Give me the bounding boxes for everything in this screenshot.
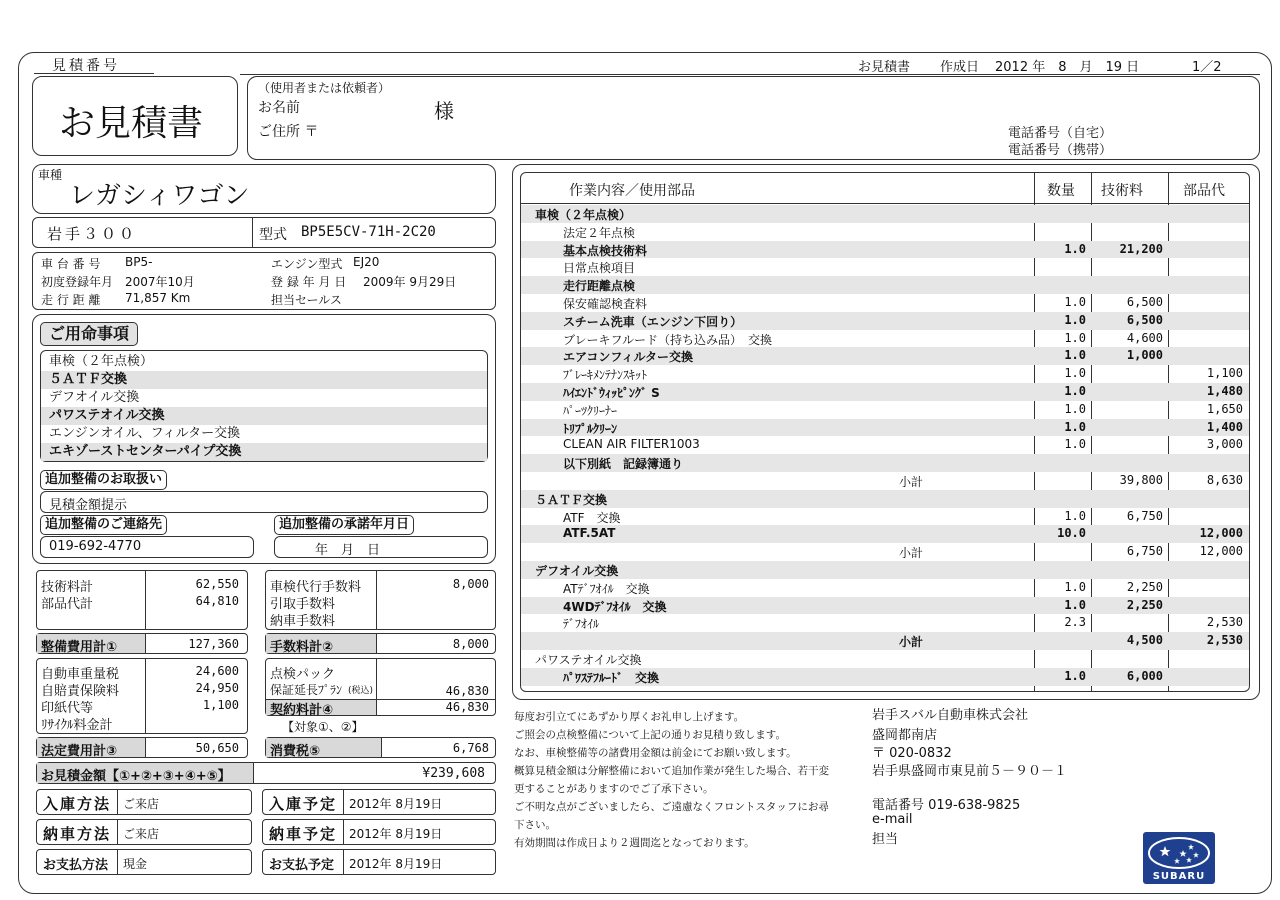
- row-tech: 6,500: [1126, 295, 1163, 309]
- customer-name-suffix: 様: [434, 99, 454, 123]
- pack-divider: [376, 659, 377, 699]
- contact-value: 019-692-4770: [49, 539, 142, 554]
- reg-value: 2009年 9月29日: [363, 275, 457, 289]
- subaru-logo-text: SUBARU: [1152, 871, 1206, 882]
- header-page-number: 1／2: [1192, 60, 1222, 75]
- request-item: ５ＡＴＦ交換: [41, 371, 487, 389]
- table-row: [521, 614, 1249, 632]
- first-reg-label: 初度登録年月: [41, 275, 114, 289]
- warranty-label: 保証延長ﾌﾟﾗﾝ: [270, 683, 343, 697]
- table-row: [521, 330, 1249, 348]
- parts-total-label: 部品代計: [41, 597, 94, 612]
- row-parts: 3,000: [1206, 437, 1243, 452]
- row-item-text: 小計: [899, 475, 924, 489]
- estimate-number-label-box: [34, 55, 154, 74]
- row-tech: 6,750: [1126, 508, 1163, 523]
- row-tech: 6,750: [1126, 544, 1163, 559]
- row-item-text: 小計: [899, 635, 924, 650]
- row-tech: 1,000: [1126, 348, 1163, 363]
- row-item-text: パワステオイル交換: [535, 653, 642, 667]
- row-qty: 1.0: [1064, 597, 1086, 612]
- out-method-label: 納車方法: [43, 825, 112, 843]
- note-line: 下さい。: [514, 819, 556, 831]
- row-tech: 39,800: [1119, 473, 1163, 487]
- tax-box: [265, 737, 496, 758]
- row-item-text: 基本点検技術料: [563, 243, 648, 258]
- additional-value-box: [40, 491, 488, 513]
- out-method-divider: [117, 820, 118, 844]
- vehicle-model-label: 車種: [38, 168, 63, 182]
- row-qty: 1.0: [1064, 330, 1086, 345]
- table-row: [521, 561, 1249, 579]
- table-row: [521, 579, 1249, 597]
- row-item-text: スチーム洗車（エンジン下回り）: [563, 314, 743, 329]
- parts-total-value: 64,810: [195, 594, 239, 608]
- contract-label: 契約料計④: [270, 703, 334, 718]
- note-line: 毎度お引立てにあずかり厚くお礼申し上げます。: [514, 711, 745, 723]
- tech-parts-divider: [145, 571, 146, 629]
- dealer-address: 岩手県盛岡市東見前５－９０－１: [872, 764, 1068, 779]
- row-qty: 10.0: [1057, 526, 1086, 541]
- row-item-text: 走行距離点検: [563, 279, 636, 294]
- dealer-staff: 担当: [872, 832, 899, 847]
- table-row: [521, 294, 1249, 312]
- in-method-divider: [117, 790, 118, 814]
- row-item-text: 車検（２年点検）: [535, 208, 632, 222]
- table-row: [521, 436, 1249, 454]
- legal-divider: [145, 659, 146, 733]
- contact-value-box: [40, 536, 254, 558]
- header-rule: [240, 74, 1260, 75]
- row-item-text: ﾄﾘﾌﾟﾙｸﾘｰﾝ: [563, 421, 618, 436]
- row-qty: 1.0: [1064, 384, 1086, 398]
- table-row: [521, 365, 1249, 383]
- row-item-text: ﾃﾞﾌｵｲﾙ: [563, 617, 600, 632]
- row-parts: 2,530: [1206, 615, 1243, 630]
- header-date-label: 作成日: [940, 60, 980, 75]
- additional-value: 見積金額提示: [49, 498, 128, 513]
- header-date-value: 2012 年 8 月 19 日: [995, 60, 1140, 75]
- row-item-text: 保安確認検査料: [563, 297, 648, 311]
- document-title: お見積書: [59, 103, 204, 144]
- row-item-text: 以下別紙 記録簿通り: [563, 457, 684, 472]
- request-item: パワステオイル交換: [41, 407, 487, 425]
- engine-value: EJ20: [353, 255, 380, 269]
- row-qty: 1.0: [1064, 419, 1086, 434]
- request-item: エキゾーストセンターパイプ交換: [41, 443, 487, 461]
- sales-label: 担当セールス: [271, 293, 342, 307]
- row-parts: 1,480: [1206, 384, 1243, 398]
- tech-total-value: 62,550: [195, 577, 239, 591]
- table-row: [521, 650, 1249, 668]
- note-line: 概算見積金額は分解整備において追加作業が発生した場合、若干変: [514, 765, 829, 777]
- maint-total-box: [36, 633, 248, 654]
- row-parts: 1,650: [1206, 401, 1243, 416]
- row-qty: 2.3: [1064, 615, 1086, 630]
- row-item-text: ATF 交換: [563, 510, 621, 525]
- pay-plan-box: [262, 849, 496, 875]
- fee-total-label: 手数料計②: [270, 640, 334, 655]
- table-row: [521, 205, 1249, 223]
- dealer-block: [872, 704, 1152, 847]
- request-item: デフオイル交換: [49, 390, 140, 405]
- row-qty: 1.0: [1064, 295, 1086, 309]
- note-line: ご不明な点がございましたら、ご遠慮なくフロントスタッフにお尋: [514, 801, 829, 813]
- in-plan-divider: [343, 790, 344, 814]
- weight-tax-value: 24,600: [195, 664, 239, 678]
- pack-box: [265, 658, 496, 716]
- row-item-text: 法定２年点検: [563, 225, 636, 240]
- note-line: 更することがありますのでご了承下さい。: [514, 783, 714, 795]
- in-method-value: ご来店: [123, 797, 160, 811]
- row-item-text: ATF.5AT: [563, 526, 616, 541]
- row-item-text: ﾊﾟﾜｽﾃﾌﾙｰﾄﾞ 交換: [563, 670, 660, 685]
- work-table-header: [521, 173, 1249, 204]
- row-item-text: ５ＡＴＦ交換: [535, 492, 608, 507]
- row-parts: 12,000: [1199, 544, 1243, 559]
- row-item-text: 4WDﾃﾞﾌｵｲﾙ 交換: [563, 599, 667, 614]
- fees-divider: [376, 571, 377, 629]
- subaru-stars-icon: [1143, 834, 1215, 874]
- request-item: エンジンオイル、フィルター交換: [49, 426, 241, 441]
- row-parts: 12,000: [1199, 526, 1243, 541]
- warranty-tax-note: (税込): [348, 686, 374, 696]
- row-parts: 1,100: [1206, 366, 1243, 381]
- col-header-tech: 技術料: [1101, 183, 1143, 199]
- dealer-zip: 〒 020-0832: [872, 746, 952, 761]
- row-qty: 1.0: [1064, 348, 1086, 363]
- table-row: [521, 472, 1249, 490]
- table-row: [521, 312, 1249, 330]
- row-qty: 1.0: [1064, 579, 1086, 594]
- fee-total-value: 8,000: [452, 637, 489, 651]
- col-header-parts: 部品代: [1183, 183, 1225, 199]
- customer-name-label: お名前: [258, 100, 300, 116]
- table-row: [521, 668, 1249, 686]
- chassis-value: BP5-: [125, 255, 153, 269]
- vehicle-plate-box: [32, 217, 496, 248]
- approval-label-tag: [274, 515, 414, 535]
- maint-total-value: 127,360: [188, 637, 239, 651]
- row-item-text: デフオイル交換: [535, 564, 619, 578]
- pay-method-divider: [117, 850, 118, 874]
- in-plan-value: 2012年 8月19日: [349, 797, 443, 811]
- row-item-text: ブレーキフルード（持ち込み品） 交換: [563, 332, 773, 347]
- engine-label: エンジン型式: [271, 257, 343, 271]
- recycle-label: ﾘｻｲｸﾙ料金計: [41, 718, 113, 733]
- in-method-box: [36, 789, 252, 815]
- first-reg-value: 2007年10月: [125, 275, 195, 289]
- customer-address-label: ご住所 〒: [258, 124, 319, 140]
- stamp-value: 1,100: [202, 698, 239, 712]
- contract-target-label: 【対象①、②】: [282, 720, 364, 734]
- legal-total-label: 法定費用計③: [41, 744, 118, 759]
- table-row: [521, 383, 1249, 401]
- subaru-logo: [1143, 832, 1215, 884]
- approval-value-box: [274, 536, 488, 558]
- grand-total-box: [36, 762, 496, 784]
- grand-total-value: ¥239,608: [422, 766, 485, 781]
- row-qty: 1.0: [1064, 401, 1086, 416]
- table-row: [521, 347, 1249, 365]
- delivery-fee-label: 納車手数料: [270, 614, 336, 629]
- pack-label: 点検パック: [270, 667, 336, 682]
- phone-home-label: 電話番号（自宅）: [1008, 126, 1113, 141]
- notes-block: [514, 708, 854, 852]
- pay-plan-value: 2012年 8月19日: [349, 857, 443, 871]
- vehicle-type-value: BP5E5CV-71H-2C20: [301, 224, 436, 240]
- dealer-company: 岩手スバル自動車株式会社: [872, 708, 1029, 723]
- dealer-email: e-mail: [872, 812, 913, 827]
- request-item: 車検（２年点検）: [49, 354, 154, 369]
- mileage-value: 71,857 Km: [125, 291, 191, 305]
- out-plan-label: 納車予定: [269, 825, 338, 843]
- in-method-label: 入庫方法: [43, 795, 112, 813]
- col-header-item: 作業内容／使用部品: [569, 183, 695, 199]
- row-tech: 4,500: [1126, 633, 1163, 648]
- row-item-text: 日常点検項目: [563, 261, 636, 276]
- mileage-label: 走 行 距 離: [41, 293, 101, 307]
- customer-box: [247, 76, 1260, 160]
- inspection-fee-value: 8,000: [452, 577, 489, 591]
- contact-label-tag: [40, 515, 167, 535]
- table-row: [521, 258, 1249, 276]
- table-row: [521, 597, 1249, 615]
- row-qty: 1.0: [1064, 437, 1086, 452]
- row-item-text: 小計: [899, 546, 924, 561]
- row-qty: 1.0: [1064, 312, 1086, 327]
- table-row: [521, 632, 1249, 650]
- dealer-branch: 盛岡都南店: [872, 728, 938, 743]
- work-rows: [521, 205, 1249, 689]
- fee-total-box: [265, 633, 496, 654]
- vehicle-plate: 岩手３００: [47, 225, 138, 243]
- row-item-text: ﾊﾟｰﾂｸﾘｰﾅｰ: [563, 403, 618, 418]
- vehicle-detail-box: [32, 252, 496, 310]
- request-list: [40, 350, 488, 462]
- row-qty: 1.0: [1064, 241, 1086, 256]
- grand-total-label: お見積金額【①+②+③+④+⑤】: [41, 769, 231, 784]
- additional-label-tag: [40, 470, 167, 490]
- table-row: [521, 241, 1249, 259]
- table-row: [521, 223, 1249, 241]
- table-row: [521, 454, 1249, 472]
- table-row: [521, 543, 1249, 561]
- row-tech: 2,250: [1126, 597, 1163, 612]
- table-row: [521, 419, 1249, 437]
- legal-total-value: 50,650: [195, 741, 239, 755]
- table-row: [521, 525, 1249, 543]
- out-method-value: ご来店: [123, 827, 160, 841]
- customer-user-label: （使用者または依頼者）: [258, 81, 391, 95]
- row-item-text: ﾌﾞﾚｰｷﾒﾝﾃﾅﾝｽｷｯﾄ: [563, 368, 648, 383]
- chassis-label: 車 台 番 号: [41, 257, 101, 271]
- dealer-phone: 電話番号 019-638-9825: [872, 798, 1021, 813]
- maint-total-label: 整備費用計①: [41, 640, 118, 655]
- table-row: [521, 401, 1249, 419]
- weight-tax-label: 自動車重量税: [41, 667, 120, 682]
- out-plan-value: 2012年 8月19日: [349, 827, 443, 841]
- pay-method-box: [36, 849, 252, 875]
- request-title-text: ご用命事項: [49, 324, 130, 343]
- row-qty: 1.0: [1064, 668, 1086, 683]
- title-box: [32, 76, 238, 156]
- row-item-text: CLEAN AIR FILTER1003: [563, 437, 700, 452]
- contract-value: 46,830: [445, 700, 489, 714]
- row-qty: 1.0: [1064, 366, 1086, 381]
- inspection-fee-label: 車検代行手数料: [270, 580, 362, 595]
- note-line: ご照会の点検整備について上記の通りお見積り致します。: [514, 729, 786, 741]
- insurance-value: 24,950: [195, 681, 239, 695]
- table-row: [521, 508, 1249, 526]
- estimate-number-label: 見積番号: [52, 58, 120, 74]
- vehicle-plate-divider: [252, 218, 253, 247]
- approval-value: 年 月 日: [315, 543, 381, 558]
- vehicle-model-value: レガシィワゴン: [69, 181, 250, 211]
- reg-label: 登 録 年 月 日: [271, 275, 347, 289]
- fees-box: [265, 570, 496, 630]
- row-qty: 1.0: [1064, 508, 1086, 523]
- row-parts: 2,530: [1206, 633, 1243, 648]
- table-row: [521, 276, 1249, 294]
- note-line: なお、車検整備等の諸費用金額は前金にてお願い致します。: [514, 747, 797, 759]
- pickup-fee-label: 引取手数料: [270, 597, 336, 612]
- legal-total-box: [36, 737, 248, 758]
- pay-plan-divider: [343, 850, 344, 874]
- col-header-qty: 数量: [1047, 183, 1075, 199]
- row-tech: 6,500: [1126, 312, 1163, 327]
- row-parts: 8,630: [1206, 473, 1243, 487]
- row-item-text: ﾊｲｴﾝﾄﾞｳｨｯﾋﾟﾝｸﾞ S: [563, 386, 660, 400]
- in-plan-label: 入庫予定: [269, 795, 338, 813]
- vehicle-type-label: 型式: [259, 227, 287, 243]
- tax-value: 6,768: [452, 741, 489, 755]
- additional-label: 追加整備のお取扱い: [45, 472, 163, 487]
- stamp-label: 印紙代等: [41, 701, 94, 716]
- approval-label: 追加整備の承諾年月日: [279, 517, 410, 532]
- row-tech: 4,600: [1126, 330, 1163, 345]
- warranty-value: 46,830: [445, 684, 489, 698]
- pay-method-value: 現金: [123, 857, 148, 871]
- phone-mobile-label: 電話番号（携帯）: [1008, 143, 1113, 158]
- pay-method-label: お支払方法: [43, 858, 109, 873]
- tax-label: 消費税⑤: [270, 744, 321, 759]
- out-method-box: [36, 819, 252, 845]
- insurance-label: 自賠責保険料: [41, 684, 120, 699]
- legal-box: [36, 658, 248, 734]
- contact-label: 追加整備のご連絡先: [45, 517, 163, 532]
- row-item-text: エアコンフィルター交換: [563, 350, 693, 365]
- tech-parts-box: [36, 570, 248, 630]
- request-title: [40, 322, 138, 346]
- row-item-text: ATﾃﾞﾌｵｲﾙ 交換: [563, 581, 650, 596]
- header-doc-label: お見積書: [858, 60, 911, 75]
- row-tech: 2,250: [1126, 579, 1163, 594]
- pay-plan-label: お支払予定: [269, 858, 335, 873]
- row-parts: 1,400: [1206, 419, 1243, 434]
- vehicle-model-box: [32, 164, 496, 214]
- table-row: [521, 490, 1249, 508]
- out-plan-divider: [343, 820, 344, 844]
- work-table: [520, 172, 1250, 692]
- note-line: 有効期間は作成日より２週間迄となっております。: [514, 837, 755, 849]
- out-plan-box: [262, 819, 496, 845]
- tech-total-label: 技術料計: [41, 580, 94, 595]
- row-tech: 21,200: [1119, 241, 1163, 256]
- in-plan-box: [262, 789, 496, 815]
- row-tech: 6,000: [1126, 668, 1163, 683]
